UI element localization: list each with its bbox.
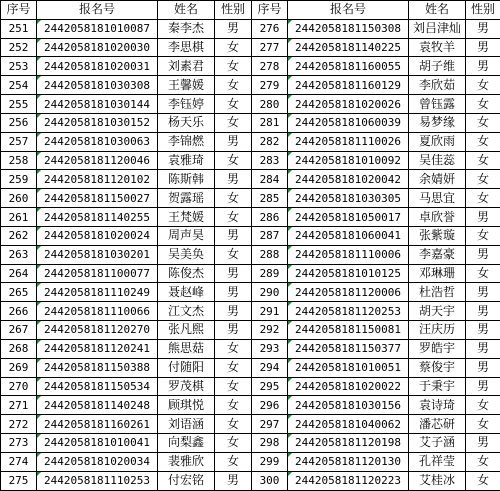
- table-row: [252, 302, 500, 321]
- cell-gender: 女: [466, 471, 500, 490]
- cell-seq: 264: [1, 264, 37, 283]
- table-row: [1, 95, 252, 114]
- cell-seq: 285: [252, 189, 288, 208]
- cell-name: 李锦燃: [158, 132, 215, 151]
- cell-gender: 男: [215, 19, 252, 38]
- cell-name: 张凡熙: [158, 321, 215, 340]
- cell-reg: 2442058181120198: [288, 434, 409, 453]
- cell-gender: 男: [466, 38, 500, 57]
- table-row: [1, 57, 252, 76]
- cell-name: 蔡俊宇: [409, 358, 466, 377]
- table-row: [1, 76, 252, 95]
- cell-gender: 女: [466, 76, 500, 95]
- cell-gender: 男: [215, 226, 252, 245]
- cell-seq: 281: [252, 113, 288, 132]
- cell-seq: 299: [252, 452, 288, 471]
- table-row: [252, 358, 500, 377]
- cell-seq: 252: [1, 38, 37, 57]
- table-header-row: [1, 1, 252, 20]
- cell-reg: 2442058181010051: [288, 358, 409, 377]
- table-row: [252, 208, 500, 227]
- cell-name: 易梦缘: [409, 113, 466, 132]
- cell-reg: 2442058181150027: [37, 189, 158, 208]
- header-reg: 报名号: [288, 1, 409, 20]
- table-header-row: [252, 1, 500, 20]
- cell-seq: 254: [1, 76, 37, 95]
- table-row: [1, 396, 252, 415]
- cell-gender: 男: [215, 471, 252, 490]
- table-row: [252, 434, 500, 453]
- cell-reg: 2442058181160129: [288, 76, 409, 95]
- cell-name: 吴佳蕊: [409, 151, 466, 170]
- cell-gender: 女: [215, 245, 252, 264]
- cell-seq: 295: [252, 377, 288, 396]
- cell-name: 袁雅琦: [158, 151, 215, 170]
- cell-gender: 男: [466, 245, 500, 264]
- cell-gender: 女: [215, 358, 252, 377]
- cell-seq: 277: [252, 38, 288, 57]
- table-row: [252, 245, 500, 264]
- table-row: [1, 339, 252, 358]
- cell-reg: 2442058181020034: [37, 452, 158, 471]
- cell-name: 裴雅欣: [158, 452, 215, 471]
- cell-name: 夏欣雨: [409, 132, 466, 151]
- cell-name: 张紫璇: [409, 226, 466, 245]
- cell-reg: 2442058181030305: [288, 189, 409, 208]
- cell-gender: 女: [215, 95, 252, 114]
- cell-gender: 女: [466, 415, 500, 434]
- cell-seq: 275: [1, 471, 37, 490]
- cell-reg: 2442058181060041: [288, 226, 409, 245]
- cell-name: 潘芯研: [409, 415, 466, 434]
- cell-reg: 2442058181120241: [37, 339, 158, 358]
- cell-reg: 2442058181060039: [288, 113, 409, 132]
- cell-reg: 2442058181120270: [37, 321, 158, 340]
- cell-reg: 2442058181010125: [288, 264, 409, 283]
- table-row: [252, 396, 500, 415]
- cell-gender: 男: [466, 434, 500, 453]
- cell-name: 向梨鑫: [158, 434, 215, 453]
- cell-gender: 女: [466, 151, 500, 170]
- cell-name: 李思棋: [158, 38, 215, 57]
- cell-reg: 2442058181120223: [288, 471, 409, 490]
- table-row: [252, 57, 500, 76]
- cell-reg: 2442058181030308: [37, 76, 158, 95]
- cell-gender: 女: [215, 339, 252, 358]
- table-row: [252, 189, 500, 208]
- cell-name: 贺露瑶: [158, 189, 215, 208]
- cell-gender: 女: [466, 170, 500, 189]
- cell-seq: 261: [1, 208, 37, 227]
- table-body-right: [252, 19, 500, 490]
- cell-reg: 2442058181120253: [288, 302, 409, 321]
- cell-seq: 294: [252, 358, 288, 377]
- cell-seq: 253: [1, 57, 37, 76]
- cell-reg: 2442058181020026: [288, 95, 409, 114]
- cell-name: 邓琳珊: [409, 264, 466, 283]
- cell-gender: 男: [466, 358, 500, 377]
- cell-seq: 300: [252, 471, 288, 490]
- cell-gender: 女: [215, 452, 252, 471]
- table-row: [1, 151, 252, 170]
- table-row: [252, 283, 500, 302]
- table-row: [1, 189, 252, 208]
- header-name: 姓名: [409, 1, 466, 20]
- cell-seq: 280: [252, 95, 288, 114]
- cell-name: 刘吕津灿: [409, 19, 466, 38]
- cell-name: 马思宜: [409, 189, 466, 208]
- table-row: [1, 434, 252, 453]
- cell-name: 陈俊杰: [158, 264, 215, 283]
- header-reg: 报名号: [37, 1, 158, 20]
- cell-reg: 2442058181020022: [288, 377, 409, 396]
- cell-reg: 2442058181020042: [288, 170, 409, 189]
- cell-gender: 女: [215, 415, 252, 434]
- cell-reg: 2442058181160261: [37, 415, 158, 434]
- cell-seq: 289: [252, 264, 288, 283]
- table-body-left: [1, 19, 252, 490]
- cell-reg: 2442058181110253: [37, 471, 158, 490]
- cell-seq: 293: [252, 339, 288, 358]
- table-row: [1, 264, 252, 283]
- cell-name: 聂赵峰: [158, 283, 215, 302]
- cell-gender: 女: [466, 95, 500, 114]
- cell-reg: 2442058181150308: [288, 19, 409, 38]
- cell-reg: 2442058181030201: [37, 245, 158, 264]
- cell-seq: 297: [252, 415, 288, 434]
- cell-reg: 2442058181030152: [37, 113, 158, 132]
- cell-reg: 2442058181100077: [37, 264, 158, 283]
- table-row: [252, 76, 500, 95]
- cell-gender: 女: [215, 113, 252, 132]
- cell-gender: 女: [215, 377, 252, 396]
- cell-reg: 2442058181040062: [288, 415, 409, 434]
- table-row: [1, 245, 252, 264]
- cell-seq: 258: [1, 151, 37, 170]
- cell-reg: 2442058181010087: [37, 19, 158, 38]
- cell-reg: 2442058181030063: [37, 132, 158, 151]
- cell-gender: 女: [466, 189, 500, 208]
- cell-gender: 女: [466, 113, 500, 132]
- cell-name: 周声昊: [158, 226, 215, 245]
- cell-gender: 女: [466, 452, 500, 471]
- cell-seq: 257: [1, 132, 37, 151]
- cell-seq: 271: [1, 396, 37, 415]
- cell-seq: 259: [1, 170, 37, 189]
- table-row: [1, 321, 252, 340]
- table-row: [252, 170, 500, 189]
- cell-seq: 268: [1, 339, 37, 358]
- cell-seq: 278: [252, 57, 288, 76]
- cell-gender: 男: [466, 321, 500, 340]
- cell-name: 杨天乐: [158, 113, 215, 132]
- cell-gender: 男: [466, 57, 500, 76]
- cell-seq: 287: [252, 226, 288, 245]
- cell-name: 秦李杰: [158, 19, 215, 38]
- cell-reg: 2442058181150534: [37, 377, 158, 396]
- cell-reg: 2442058181120046: [37, 151, 158, 170]
- cell-gender: 女: [215, 396, 252, 415]
- cell-name: 王馨媛: [158, 76, 215, 95]
- cell-gender: 男: [215, 321, 252, 340]
- table-row: [1, 132, 252, 151]
- student-table-right: [251, 0, 500, 491]
- cell-seq: 269: [1, 358, 37, 377]
- cell-reg: 2442058181150377: [288, 339, 409, 358]
- table-row: [252, 264, 500, 283]
- cell-seq: 272: [1, 415, 37, 434]
- table-row: [1, 226, 252, 245]
- table-row: [252, 321, 500, 340]
- table-row: [252, 415, 500, 434]
- cell-gender: 女: [215, 151, 252, 170]
- cell-gender: 男: [215, 170, 252, 189]
- cell-seq: 260: [1, 189, 37, 208]
- cell-seq: 290: [252, 283, 288, 302]
- cell-gender: 男: [466, 19, 500, 38]
- table-row: [1, 415, 252, 434]
- table-row: [252, 377, 500, 396]
- cell-name: 刘素君: [158, 57, 215, 76]
- cell-reg: 2442058181050017: [288, 208, 409, 227]
- cell-gender: 女: [215, 434, 252, 453]
- cell-reg: 2442058181140255: [37, 208, 158, 227]
- cell-name: 熊思菇: [158, 339, 215, 358]
- table-row: [1, 452, 252, 471]
- cell-seq: 273: [1, 434, 37, 453]
- cell-reg: 2442058181020031: [37, 57, 158, 76]
- cell-reg: 2442058181150081: [288, 321, 409, 340]
- cell-name: 刘语涵: [158, 415, 215, 434]
- cell-name: 曾钰露: [409, 95, 466, 114]
- header-seq: 序号: [252, 1, 288, 20]
- cell-name: 袁牧羊: [409, 38, 466, 57]
- cell-name: 孔祥莹: [409, 452, 466, 471]
- table-row: [252, 471, 500, 490]
- cell-reg: 2442058181030156: [288, 396, 409, 415]
- cell-gender: 女: [215, 38, 252, 57]
- cell-reg: 2442058181160055: [288, 57, 409, 76]
- cell-name: 江文杰: [158, 302, 215, 321]
- cell-gender: 女: [215, 189, 252, 208]
- cell-gender: 男: [215, 283, 252, 302]
- header-gender: 性别: [466, 1, 500, 20]
- cell-seq: 283: [252, 151, 288, 170]
- table-row: [1, 358, 252, 377]
- cell-name: 罗茂棋: [158, 377, 215, 396]
- cell-seq: 288: [252, 245, 288, 264]
- cell-seq: 291: [252, 302, 288, 321]
- table-row: [1, 283, 252, 302]
- table-row: [1, 170, 252, 189]
- cell-gender: 女: [466, 226, 500, 245]
- cell-seq: 265: [1, 283, 37, 302]
- cell-name: 陈斯韩: [158, 170, 215, 189]
- cell-seq: 263: [1, 245, 37, 264]
- table-row: [252, 95, 500, 114]
- header-name: 姓名: [158, 1, 215, 20]
- cell-name: 罗皓宇: [409, 339, 466, 358]
- cell-name: 吴美奂: [158, 245, 215, 264]
- cell-name: 袁诗琦: [409, 396, 466, 415]
- cell-gender: 女: [215, 76, 252, 95]
- cell-seq: 262: [1, 226, 37, 245]
- cell-gender: 男: [466, 283, 500, 302]
- table-row: [252, 132, 500, 151]
- cell-name: 艾桂冰: [409, 471, 466, 490]
- cell-gender: 女: [215, 57, 252, 76]
- cell-reg: 2442058181030144: [37, 95, 158, 114]
- cell-name: 卓欣誉: [409, 208, 466, 227]
- table-row: [252, 19, 500, 38]
- cell-reg: 2442058181120130: [288, 452, 409, 471]
- cell-seq: 266: [1, 302, 37, 321]
- cell-seq: 286: [252, 208, 288, 227]
- cell-reg: 2442058181140225: [288, 38, 409, 57]
- cell-name: 胡子维: [409, 57, 466, 76]
- cell-gender: 男: [215, 264, 252, 283]
- cell-name: 于秉宇: [409, 377, 466, 396]
- cell-reg: 2442058181120006: [288, 283, 409, 302]
- header-gender: 性别: [215, 1, 252, 20]
- cell-reg: 2442058181020030: [37, 38, 158, 57]
- cell-reg: 2442058181150388: [37, 358, 158, 377]
- cell-seq: 276: [252, 19, 288, 38]
- cell-seq: 298: [252, 434, 288, 453]
- cell-name: 余婧妍: [409, 170, 466, 189]
- cell-seq: 255: [1, 95, 37, 114]
- cell-name: 汪庆历: [409, 321, 466, 340]
- cell-name: 付随阳: [158, 358, 215, 377]
- table-row: [252, 151, 500, 170]
- cell-gender: 女: [466, 396, 500, 415]
- cell-seq: 292: [252, 321, 288, 340]
- cell-name: 李嘉豪: [409, 245, 466, 264]
- cell-reg: 2442058181140248: [37, 396, 158, 415]
- cell-reg: 2442058181010041: [37, 434, 158, 453]
- header-seq: 序号: [1, 1, 37, 20]
- cell-gender: 男: [215, 302, 252, 321]
- cell-reg: 2442058181120102: [37, 170, 158, 189]
- cell-gender: 女: [466, 132, 500, 151]
- table-row: [252, 113, 500, 132]
- table-row: [1, 19, 252, 38]
- table-row: [252, 339, 500, 358]
- table-row: [1, 377, 252, 396]
- table-row: [1, 38, 252, 57]
- table-row: [252, 38, 500, 57]
- table-row: [252, 226, 500, 245]
- cell-name: 李钰婷: [158, 95, 215, 114]
- cell-reg: 2442058181110066: [37, 302, 158, 321]
- cell-reg: 2442058181010092: [288, 151, 409, 170]
- cell-gender: 男: [466, 377, 500, 396]
- cell-gender: 女: [466, 264, 500, 283]
- cell-name: 李欣茹: [409, 76, 466, 95]
- cell-name: 胡天宇: [409, 302, 466, 321]
- cell-seq: 270: [1, 377, 37, 396]
- table-row: [1, 302, 252, 321]
- cell-gender: 男: [215, 132, 252, 151]
- cell-name: 杜浩哲: [409, 283, 466, 302]
- cell-reg: 2442058181020024: [37, 226, 158, 245]
- cell-reg: 2442058181110026: [288, 132, 409, 151]
- cell-gender: 男: [466, 208, 500, 227]
- cell-name: 顾琪悦: [158, 396, 215, 415]
- cell-name: 王梵媛: [158, 208, 215, 227]
- cell-gender: 女: [215, 208, 252, 227]
- cell-reg: 2442058181110006: [288, 245, 409, 264]
- cell-seq: 256: [1, 113, 37, 132]
- table-row: [1, 471, 252, 490]
- cell-seq: 267: [1, 321, 37, 340]
- cell-reg: 2442058181110249: [37, 283, 158, 302]
- cell-seq: 251: [1, 19, 37, 38]
- cell-seq: 279: [252, 76, 288, 95]
- table-row: [1, 208, 252, 227]
- cell-name: 付宏铭: [158, 471, 215, 490]
- cell-gender: 男: [466, 339, 500, 358]
- cell-gender: 男: [466, 302, 500, 321]
- cell-seq: 274: [1, 452, 37, 471]
- table-row: [252, 452, 500, 471]
- cell-name: 艾子涵: [409, 434, 466, 453]
- cell-seq: 296: [252, 396, 288, 415]
- cell-seq: 284: [252, 170, 288, 189]
- cell-seq: 282: [252, 132, 288, 151]
- table-row: [1, 113, 252, 132]
